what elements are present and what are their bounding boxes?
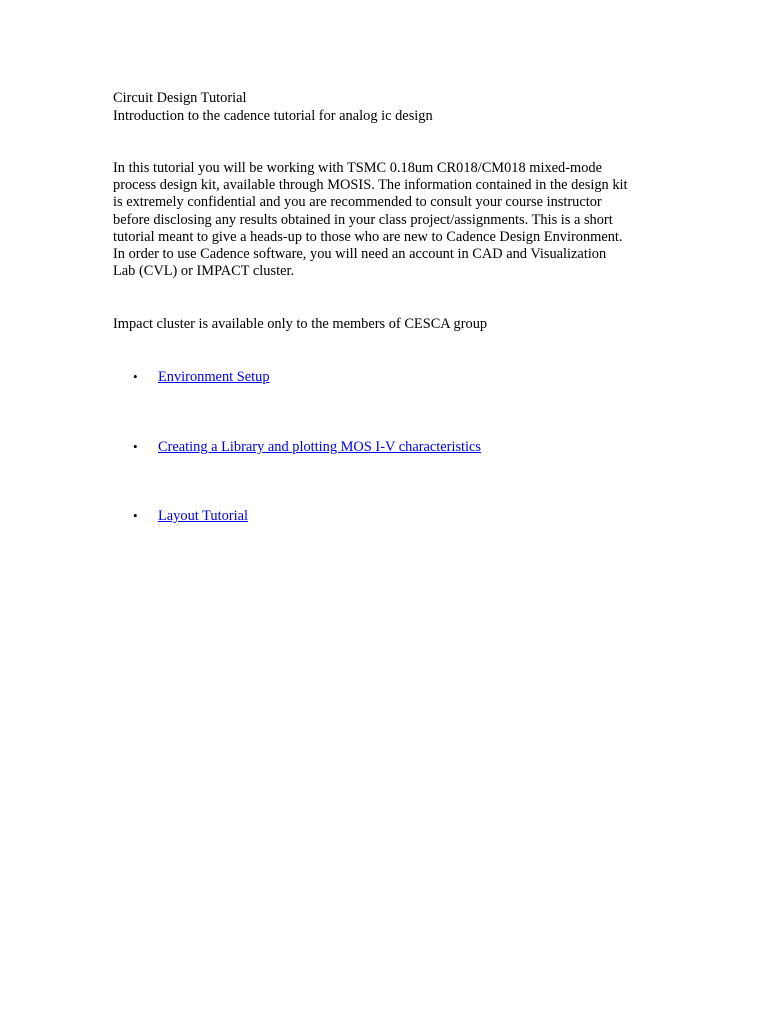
document-subtitle: Introduction to the cadence tutorial for analog ic design	[113, 108, 433, 124]
library-iv-characteristics-link[interactable]: Creating a Library and plotting MOS I-V characteristics	[158, 439, 482, 455]
environment-setup-link[interactable]: Environment Setup	[158, 369, 270, 385]
bullet-icon: •	[133, 369, 138, 384]
intro-line: process design kit, available through MOSIS. The information contained in the design kit	[113, 177, 628, 194]
intro-line: tutorial meant to give a heads-up to those who are new to Cadence Design Environment.	[113, 228, 623, 245]
list-item	[130, 368, 650, 386]
intro-line: before disclosing any results obtained in your class project/assignments. This is a short	[113, 211, 613, 228]
document-title: Circuit Design Tutorial	[113, 90, 247, 106]
list-item	[130, 507, 650, 525]
intro-paragraph	[113, 160, 673, 280]
cluster-note: Impact cluster is available only to the members of CESCA group	[113, 316, 488, 332]
intro-line: Lab (CVL) or IMPACT cluster.	[113, 263, 295, 280]
list-item	[130, 438, 650, 456]
layout-tutorial-link[interactable]: Layout Tutorial	[158, 508, 248, 524]
intro-line: In this tutorial you will be working with TSMC 0.18um CR018/CM018 mixed-mode	[113, 160, 603, 176]
bullet-icon: •	[133, 439, 138, 454]
bullet-icon: •	[133, 508, 138, 523]
intro-line: In order to use Cadence software, you will need an account in CAD and Visualization	[113, 246, 607, 263]
intro-line: is extremely confidential and you are recommended to consult your course instructor	[113, 194, 602, 211]
